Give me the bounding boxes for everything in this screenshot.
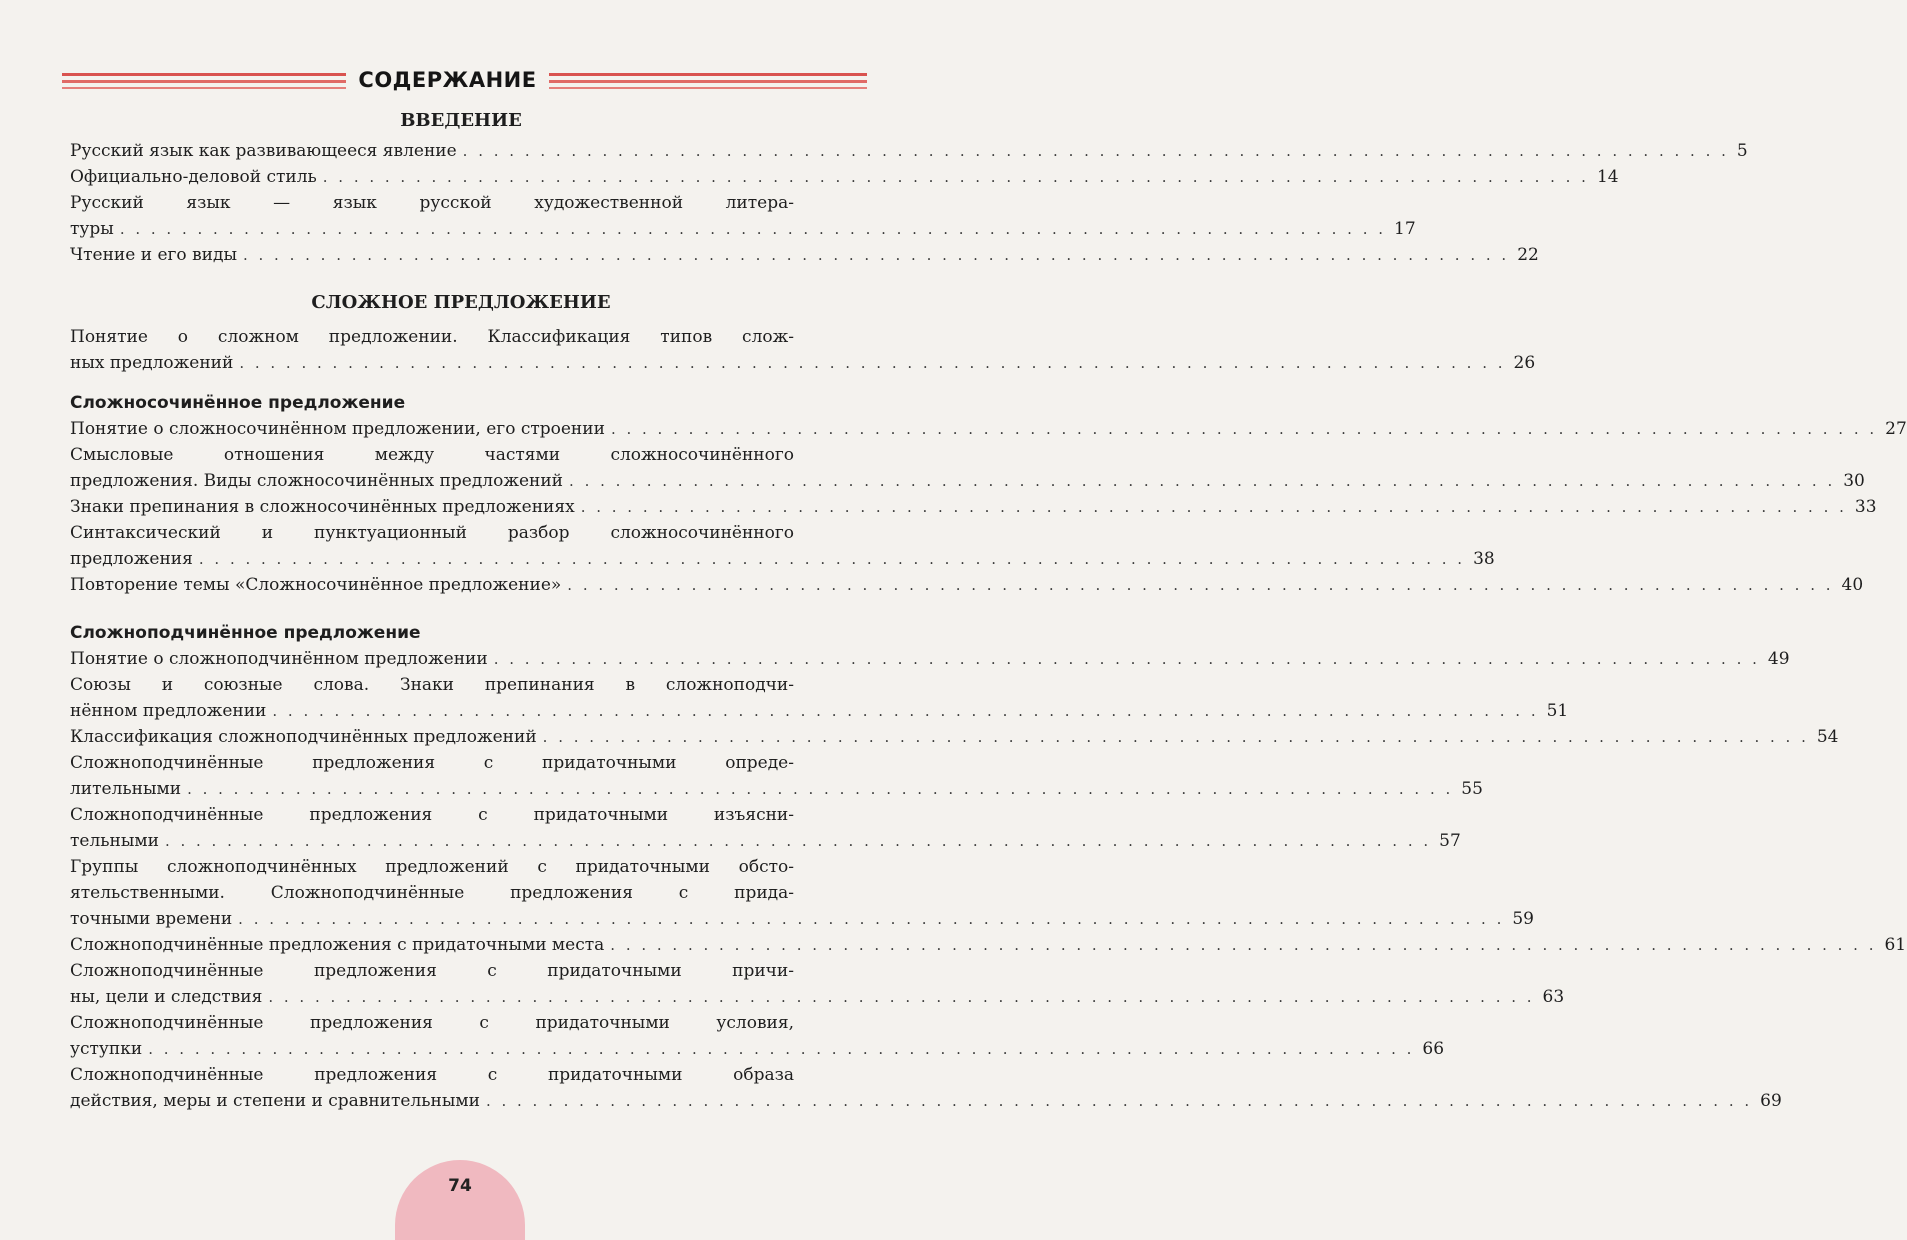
dot-leader: . . . . . . . . . . . . . . . . . . . . . . . . . . . . . . . . . . . . . . . . . . . . . . . . . . . . . . . . . . . . . . . . . . . . . . . . . . . . . . . . . . xyxy=(580,498,1847,516)
toc-entry-title: ны, цели и следствия xyxy=(70,987,263,1007)
toc-entry-line: Сложноподчинённые предложения с придаточными изъясни- xyxy=(70,805,794,825)
toc-entry-title: предложения xyxy=(70,549,193,569)
toc-entry[interactable] xyxy=(70,416,1907,442)
toc-entry[interactable] xyxy=(70,1010,1445,1062)
toc-page-number: 33 xyxy=(1854,497,1877,517)
toc-entry-title: Русский язык как развивающееся явление xyxy=(70,141,457,161)
toc-page-number: 26 xyxy=(1513,353,1536,373)
toc-entry[interactable] xyxy=(70,724,1839,750)
page-title xyxy=(0,68,895,92)
toc-entry-line: ятельственными. Сложноподчинённые предложения с прида- xyxy=(70,883,794,903)
dot-leader: . . . . . . . . . . . . . . . . . . . . . . . . . . . . . . . . . . . . . . . . . . . . . . . . . . . . . . . . . . . . . . . . . . . . . . . . . . . . . . . . . . xyxy=(239,354,1506,372)
dot-leader: . . . . . . . . . . . . . . . . . . . . . . . . . . . . . . . . . . . . . . . . . . . . . . . . . . . . . . . . . . . . . . . . . . . . . . . . . . . . . . . . . . xyxy=(610,936,1877,954)
toc-entry-title: тельными xyxy=(70,831,159,851)
toc-entry-line: Синтаксический и пунктуационный разбор сложносочинённого xyxy=(70,523,794,543)
page-number-badge xyxy=(395,1160,525,1240)
toc-entry[interactable] xyxy=(70,242,1539,268)
toc-entry[interactable] xyxy=(70,164,1619,190)
dot-leader: . . . . . . . . . . . . . . . . . . . . . . . . . . . . . . . . . . . . . . . . . . . . . . . . . . . . . . . . . . . . . . . . . . . . . . . . . . . . . . . . . . xyxy=(119,220,1387,238)
toc-entry-title: предложения. Виды сложносочинённых предложений xyxy=(70,471,564,491)
toc-page-number: 17 xyxy=(1394,219,1416,239)
toc-entry[interactable] xyxy=(70,958,1565,1010)
toc-entry-title: Понятие о сложноподчинённом предложении xyxy=(70,649,488,669)
toc-entry-title: Сложноподчинённые предложения с придаточными места xyxy=(70,935,605,955)
toc-page-number: 30 xyxy=(1843,471,1865,491)
subsection-compound: Сложносочинённое предложение xyxy=(70,393,406,413)
toc-page-number: 54 xyxy=(1816,727,1839,747)
dot-leader: . . . . . . . . . . . . . . . . . . . . . . . . . . . . . . . . . . . . . . . . . . . . . . . . . . . . . . . . . . . . . . . . . . . . . . . . . . . . . . . . . . xyxy=(542,728,1809,746)
subsection-complex-sub: Сложноподчинённое предложение xyxy=(70,623,421,643)
toc-entry[interactable] xyxy=(70,520,1495,572)
toc-entry-line: Сложноподчинённые предложения с придаточными условия, xyxy=(70,1013,794,1033)
toc-page-number: 5 xyxy=(1736,141,1748,161)
dot-leader: . . . . . . . . . . . . . . . . . . . . . . . . . . . . . . . . . . . . . . . . . . . . . . . . . . . . . . . . . . . . . . . . . . . . . . . . . . . . . . . . . . xyxy=(567,576,1834,594)
dot-leader: . . . . . . . . . . . . . . . . . . . . . . . . . . . . . . . . . . . . . . . . . . . . . . . . . . . . . . . . . . . . . . . . . . . . . . . . . . . . . . . . . . xyxy=(272,702,1539,720)
toc-entry-title: Чтение и его виды xyxy=(70,245,237,265)
toc-entry-line: Сложноподчинённые предложения с придаточными причи- xyxy=(70,961,794,981)
toc-entry-title: туры xyxy=(70,219,114,239)
toc-page-number: 27 xyxy=(1885,419,1907,439)
toc-entry-title: точными времени xyxy=(70,909,233,929)
toc-entry[interactable] xyxy=(70,672,1569,724)
dot-leader: . . . . . . . . . . . . . . . . . . . . . . . . . . . . . . . . . . . . . . . . . . . . . . . . . . . . . . . . . . . . . . . . . . . . . . . . . . . . . . . . . . xyxy=(148,1040,1415,1058)
toc-entry-title: Повторение темы «Сложносочинённое предложение» xyxy=(70,575,562,595)
toc-page-number: 66 xyxy=(1422,1039,1445,1059)
toc-page-number: 14 xyxy=(1596,167,1619,187)
dot-leader: . . . . . . . . . . . . . . . . . . . . . . . . . . . . . . . . . . . . . . . . . . . . . . . . . . . . . . . . . . . . . . . . . . . . . . . . . . . . . . . . . . xyxy=(322,168,1589,186)
dot-leader: . . . . . . . . . . . . . . . . . . . . . . . . . . . . . . . . . . . . . . . . . . . . . . . . . . . . . . . . . . . . . . . . . . . . . . . . . . . . . . . . . . xyxy=(462,142,1729,160)
dot-leader: . . . . . . . . . . . . . . . . . . . . . . . . . . . . . . . . . . . . . . . . . . . . . . . . . . . . . . . . . . . . . . . . . . . . . . . . . . . . . . . . . . xyxy=(164,832,1432,850)
toc-page-number: 61 xyxy=(1884,935,1907,955)
toc-entry[interactable] xyxy=(70,802,1461,854)
toc-entry[interactable] xyxy=(70,854,1534,932)
toc-page-number: 49 xyxy=(1767,649,1790,669)
toc-entry[interactable] xyxy=(70,324,1536,376)
toc-entry[interactable] xyxy=(70,932,1907,958)
toc-entry-title: Понятие о сложносочинённом предложении, его строении xyxy=(70,419,605,439)
dot-leader: . . . . . . . . . . . . . . . . . . . . . . . . . . . . . . . . . . . . . . . . . . . . . . . . . . . . . . . . . . . . . . . . . . . . . . . . . . . . . . . . . . xyxy=(493,650,1760,668)
toc-entry[interactable] xyxy=(70,138,1748,164)
toc-entry-title: Официально-деловой стиль xyxy=(70,167,317,187)
page-number: 74 xyxy=(448,1176,472,1196)
dot-leader: . . . . . . . . . . . . . . . . . . . . . . . . . . . . . . . . . . . . . . . . . . . . . . . . . . . . . . . . . . . . . . . . . . . . . . . . . . . . . . . . . . xyxy=(569,472,1836,490)
toc-entry-line: Союзы и союзные слова. Знаки препинания в сложноподчи- xyxy=(70,675,794,695)
toc-entry-title: действия, меры и степени и сравнительными xyxy=(70,1091,480,1111)
toc-entry-title: Знаки препинания в сложносочинённых предложениях xyxy=(70,497,575,517)
toc-entry-line: Группы сложноподчинённых предложений с придаточными обсто- xyxy=(70,857,794,877)
toc-entry-title: лительными xyxy=(70,779,182,799)
toc-page-number: 59 xyxy=(1512,909,1534,929)
toc-page-number: 57 xyxy=(1439,831,1461,851)
toc-entry[interactable] xyxy=(70,190,1416,242)
page-title-text: СОДЕРЖАНИЕ xyxy=(346,68,548,92)
toc-entry-line: Русский язык — язык русской художественной литера- xyxy=(70,193,794,213)
table-of-contents xyxy=(70,108,1907,1114)
toc-entry-title: Классификация сложноподчинённых предложений xyxy=(70,727,537,747)
dot-leader: . . . . . . . . . . . . . . . . . . . . . . . . . . . . . . . . . . . . . . . . . . . . . . . . . . . . . . . . . . . . . . . . . . . . . . . . . . . . . . . . . . xyxy=(610,420,1878,438)
section-title-complex-sentence: СЛОЖНОЕ ПРЕДЛОЖЕНИЕ xyxy=(311,292,611,313)
dot-leader: . . . . . . . . . . . . . . . . . . . . . . . . . . . . . . . . . . . . . . . . . . . . . . . . . . . . . . . . . . . . . . . . . . . . . . . . . . . . . . . . . . xyxy=(198,550,1466,568)
toc-page-number: 55 xyxy=(1461,779,1483,799)
toc-entry[interactable] xyxy=(70,646,1790,672)
toc-entry-title: уступки xyxy=(70,1039,143,1059)
toc-entry[interactable] xyxy=(70,1062,1782,1114)
toc-entry-title: нённом предложении xyxy=(70,701,267,721)
toc-entry-title: ных предложений xyxy=(70,353,234,373)
toc-entry[interactable] xyxy=(70,750,1483,802)
toc-entry-line: Понятие о сложном предложении. Классификация типов слож- xyxy=(70,327,794,347)
toc-page-number: 38 xyxy=(1473,549,1495,569)
dot-leader: . . . . . . . . . . . . . . . . . . . . . . . . . . . . . . . . . . . . . . . . . . . . . . . . . . . . . . . . . . . . . . . . . . . . . . . . . . . . . . . . . . xyxy=(238,910,1505,928)
toc-entry[interactable] xyxy=(70,572,1864,598)
toc-page-number: 22 xyxy=(1517,245,1539,265)
toc-entry-line: Смысловые отношения между частями сложносочинённого xyxy=(70,445,794,465)
toc-entry-line: Сложноподчинённые предложения с придаточными опреде- xyxy=(70,753,794,773)
toc-entry[interactable] xyxy=(70,494,1877,520)
toc-page-number: 63 xyxy=(1542,987,1565,1007)
dot-leader: . . . . . . . . . . . . . . . . . . . . . . . . . . . . . . . . . . . . . . . . . . . . . . . . . . . . . . . . . . . . . . . . . . . . . . . . . . . . . . . . . . xyxy=(268,988,1535,1006)
dot-leader: . . . . . . . . . . . . . . . . . . . . . . . . . . . . . . . . . . . . . . . . . . . . . . . . . . . . . . . . . . . . . . . . . . . . . . . . . . . . . . . . . . xyxy=(242,246,1510,264)
dot-leader: . . . . . . . . . . . . . . . . . . . . . . . . . . . . . . . . . . . . . . . . . . . . . . . . . . . . . . . . . . . . . . . . . . . . . . . . . . . . . . . . . . xyxy=(485,1092,1753,1110)
toc-entry[interactable] xyxy=(70,442,1865,494)
toc-page-number: 69 xyxy=(1760,1091,1782,1111)
dot-leader: . . . . . . . . . . . . . . . . . . . . . . . . . . . . . . . . . . . . . . . . . . . . . . . . . . . . . . . . . . . . . . . . . . . . . . . . . . . . . . . . . . xyxy=(187,780,1454,798)
toc-page-number: 40 xyxy=(1841,575,1864,595)
section-title-intro: ВВЕДЕНИЕ xyxy=(400,110,522,131)
toc-page-number: 51 xyxy=(1546,701,1569,721)
toc-entry-line: Сложноподчинённые предложения с придаточными образа xyxy=(70,1065,794,1085)
